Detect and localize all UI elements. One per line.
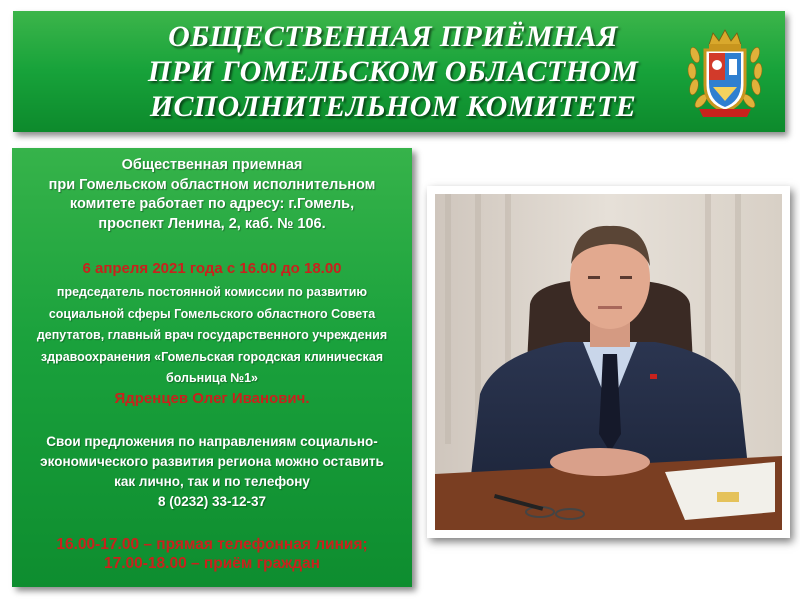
title-line: ПРИ ГОМЕЛЬСКОМ ОБЛАСТНОМ	[147, 55, 639, 88]
description-line: больница №1»	[165, 371, 258, 385]
proposals-line: как лично, так и по телефону	[114, 474, 310, 489]
proposals-line: Свои предложения по направлениям социально-	[46, 434, 378, 449]
description-line: председатель постоянной комиссии по развитию	[56, 285, 368, 299]
title-line: ОБЩЕСТВЕННАЯ ПРИЁМНАЯ	[168, 20, 618, 53]
header-banner	[13, 11, 785, 132]
phone-number: 8 (0232) 33-12-37	[157, 494, 267, 509]
proposals-line: экономического развития региона можно оставить	[40, 454, 384, 469]
schedule-block	[12, 535, 412, 573]
address-line: комитете работает по адресу: г.Гомель,	[69, 196, 355, 212]
title-line: ИСПОЛНИТЕЛЬНОМ КОМИТЕТЕ	[149, 90, 637, 123]
info-panel	[12, 148, 412, 587]
schedule-line: 16.00-17.00 – прямая телефонная линия;	[56, 536, 368, 553]
description-line: социальной сферы Гомельского областного Совета	[48, 306, 376, 321]
page-title	[123, 19, 663, 124]
official-description	[20, 282, 404, 390]
proposals-block	[20, 432, 404, 512]
address-block	[12, 156, 412, 234]
description-line: депутатов, главный врач государственного учреждения	[36, 328, 388, 342]
official-photo-frame	[427, 186, 790, 538]
schedule-line: 17.00-18.00 – приём граждан	[103, 555, 321, 572]
address-line: Общественная приемная	[121, 157, 303, 173]
official-name: Ядренцев Олег Иванович.	[114, 390, 310, 407]
coat-of-arms-icon	[685, 25, 765, 121]
address-line: проспект Ленина, 2, каб. № 106.	[98, 215, 326, 232]
official-photo	[435, 194, 782, 530]
description-line: здравоохранения «Гомельская городская клиническая	[40, 349, 384, 364]
address-line: при Гомельском областном исполнительном	[48, 176, 376, 193]
reception-date: 6 апреля 2021 года с 16.00 до 18.00	[82, 260, 342, 277]
